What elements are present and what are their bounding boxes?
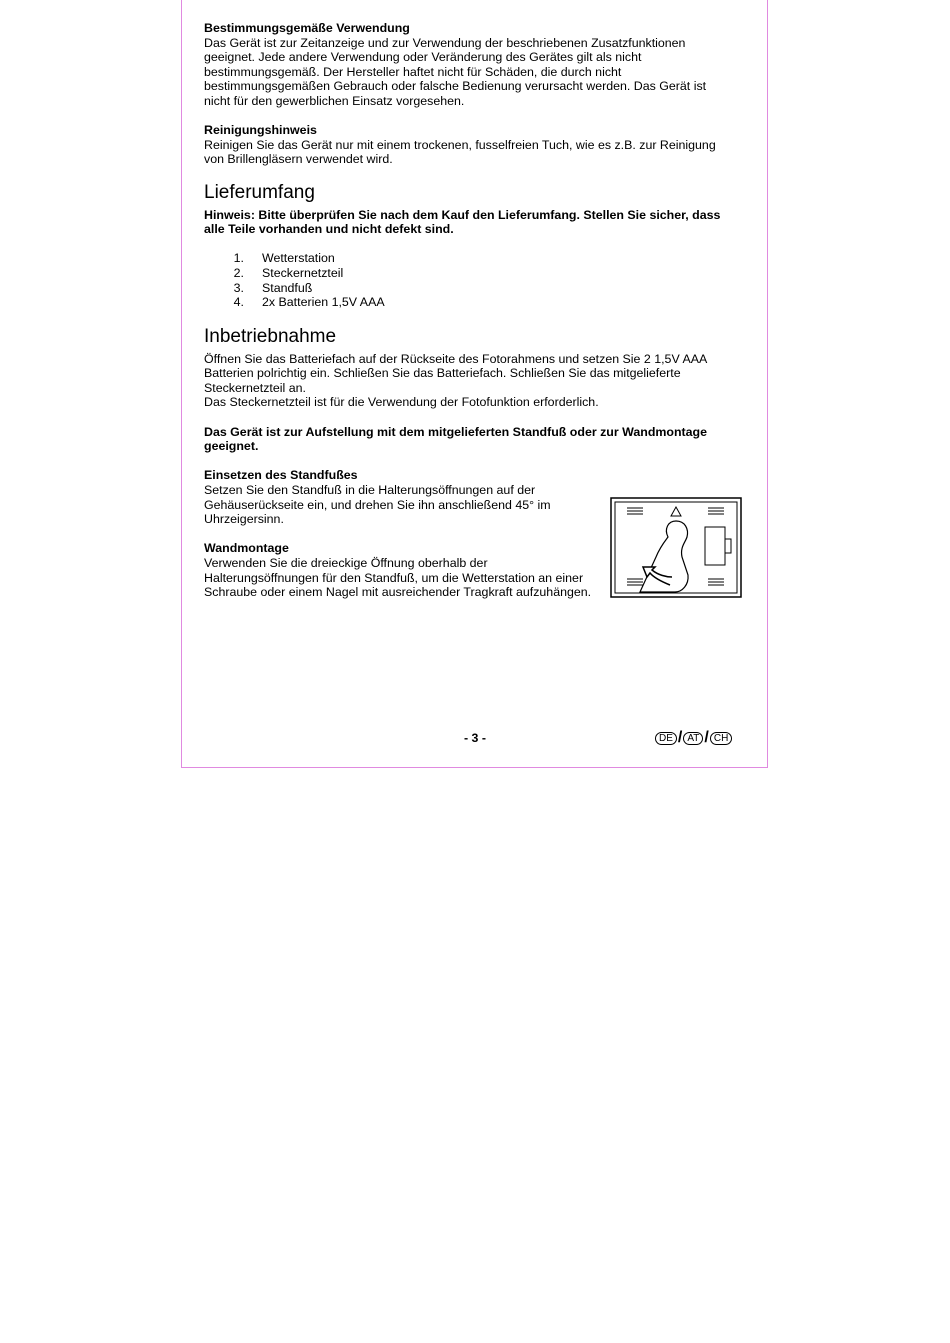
country-badge-de: DE: [655, 732, 677, 745]
section-wandmontage: [204, 541, 604, 599]
text-line: Setzen Sie den Standfuß in die Halterungsöffnungen auf der: [204, 483, 536, 498]
section-title: Reinigungshinweis: [204, 123, 317, 138]
text-line: von Brillengläsern verwendet wird.: [204, 152, 393, 167]
list-number: 4.: [233, 295, 244, 310]
section-title: Einsetzen des Standfußes: [204, 468, 358, 483]
country-badge-at: AT: [683, 732, 703, 745]
country-badge-ch: CH: [710, 732, 732, 745]
badge-separator: /: [677, 729, 683, 746]
bold-line: Das Gerät ist zur Aufstellung mit dem mitgelieferten Standfuß oder zur Wandmontage: [204, 424, 708, 439]
note-line: alle Teile vorhanden und nicht defekt sind.: [204, 222, 454, 237]
text-line: bestimmungsgemäßen Gebrauch oder falsche Bedienung verursacht werden. Das Gerät ist: [204, 79, 707, 94]
section-title: Bestimmungsgemäße Verwendung: [204, 21, 410, 35]
list-item: [204, 266, 744, 281]
list-text: Standfuß: [262, 280, 313, 295]
text-line: Das Gerät ist zur Zeitanzeige und zur Verwendung der beschriebenen Zusatzfunktionen: [204, 35, 686, 50]
list-text: Steckernetzteil: [262, 265, 344, 280]
list-item: [204, 281, 744, 296]
section-title: Wandmontage: [204, 541, 289, 556]
section-standfuss: [204, 468, 604, 526]
list-item: [204, 295, 744, 310]
list-number: 1.: [233, 251, 244, 266]
list-number: 3.: [233, 280, 244, 295]
section-bestimmung: [204, 21, 744, 109]
text-line: Schraube oder einem Nagel mit ausreichender Tragkraft aufzuhängen.: [204, 585, 592, 600]
stand-illustration: [610, 497, 742, 598]
section-reinigung: [204, 123, 744, 167]
badge-separator: /: [704, 729, 709, 746]
text-line: Reinigen Sie das Gerät nur mit einem trockenen, fusselfreien Tuch, wie es z.B. zur Reinigung: [204, 137, 716, 152]
country-badges: [655, 731, 732, 745]
list-item: [204, 251, 744, 266]
text-line: Batterien polrichtig ein. Schließen Sie das Batteriefach. Schließen Sie das mitgelieferte: [204, 366, 681, 381]
text-line: Gehäuserückseite ein, und drehen Sie ihn anschließend 45° im: [204, 497, 551, 512]
list-text: Wetterstation: [262, 251, 335, 266]
page-number: - 3 -: [463, 731, 487, 745]
text-line: Verwenden Sie die dreieckige Öffnung oberhalb der: [204, 556, 488, 570]
bold-line: geeignet.: [204, 439, 259, 454]
delivery-list: [204, 251, 744, 309]
text-line: Steckernetzteil an.: [204, 380, 306, 395]
heading-lieferumfang: Lieferumfang: [204, 181, 315, 203]
note-line: Hinweis: Bitte überprüfen Sie nach dem Kauf den Lieferumfang. Stellen Sie sicher, dass: [204, 207, 721, 222]
text-line: nicht für den gewerblichen Einsatz vorgesehen.: [204, 93, 465, 108]
text-line: Das Steckernetzteil ist für die Verwendung der Fotofunktion erforderlich.: [204, 395, 599, 410]
heading-inbetriebnahme: Inbetriebnahme: [204, 325, 337, 347]
text-line: geeignet. Jede andere Verwendung oder Veränderung des Gerätes gilt als nicht: [204, 50, 642, 65]
lieferumfang-note: [204, 208, 744, 237]
inbetriebnahme-bold: [204, 425, 744, 454]
text-line: bestimmungsgemäß. Der Hersteller haftet nicht für Schäden, die durch nicht: [204, 64, 622, 79]
list-number: 2.: [233, 265, 244, 280]
text-line: Uhrzeigersinn.: [204, 512, 284, 527]
inbetriebnahme-text: [204, 352, 744, 410]
text-line: Öffnen Sie das Batteriefach auf der Rückseite des Fotorahmens und setzen Sie 2 1,5V AAA: [204, 351, 708, 366]
list-text: 2x Batterien 1,5V AAA: [262, 295, 385, 310]
text-line: Halterungsöffnungen für den Standfuß, um die Wetterstation an einer: [204, 570, 584, 585]
